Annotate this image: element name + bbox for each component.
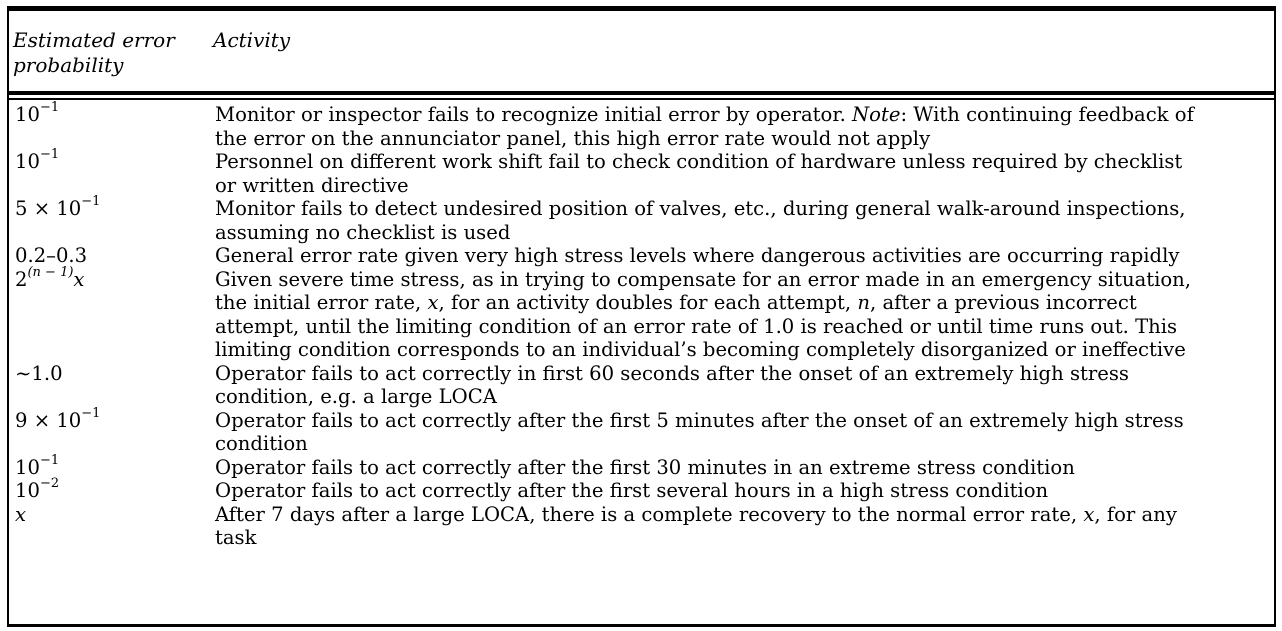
probability-cell: $5 \times 10^{-1}$: [15, 194, 101, 220]
table-row: [15, 244, 1268, 268]
probability-cell: x: [15, 502, 27, 526]
activity-cell: Operator fails to act correctly after the first 5 minutes after the onset of an extremely high stress condition: [215, 408, 1184, 455]
header-probability: [13, 28, 203, 78]
header-rule-thin: [7, 98, 1276, 100]
probability-cell: $9 \times 10^{-1}$: [15, 405, 101, 432]
probability-cell: $10^{-1}$: [15, 100, 60, 126]
probability-cell: $2^{(n - 1)}x$: [15, 264, 85, 291]
probability-cell: 0.2–0.3: [15, 244, 88, 267]
table-row: [15, 362, 1268, 409]
header-probability-line1: Estimated error: [13, 28, 175, 52]
header-activity: Activity: [213, 28, 291, 52]
table-row: [15, 476, 1268, 503]
table-row: [15, 194, 1268, 244]
activity-cell: Given severe time stress, as in trying to compensate for an error made in an emergency situation, the initial error rate, x, for an activity doubles for each attempt, n, after a previous incorrect attempt, until the limiting condition of an error rate of 1.0 is reached or until time runs out. This limiting condition corresponds to an individual’s becoming completely disorganized or ineffective: [215, 267, 1192, 361]
table-header: [13, 28, 1268, 88]
bottom-rule: [7, 624, 1276, 627]
probability-cell: ∼1.0: [15, 361, 63, 385]
header-rule-thick: [7, 91, 1276, 95]
table-row: [15, 100, 1268, 150]
activity-cell: Operator fails to act correctly after the first 30 minutes in an extreme stress condition: [215, 455, 1075, 479]
activity-cell: Monitor or inspector fails to recognize initial error by operator. Note: With continuing feedback of the error on the annunciator panel, this high error rate would not apply: [215, 103, 1194, 150]
table-row: [15, 503, 1268, 550]
activity-cell: General error rate given very high stress levels where dangerous activities are occurring rapidly: [215, 244, 1180, 267]
header-probability-line2: probability: [13, 53, 124, 77]
activity-cell: Operator fails to act correctly after the first several hours in a high stress condition: [215, 479, 1049, 502]
activity-cell: After 7 days after a large LOCA, there is a complete recovery to the normal error rate, x, for any task: [215, 502, 1177, 549]
error-probability-table: [7, 6, 1276, 627]
table-row: [15, 147, 1268, 197]
table-row: [15, 405, 1268, 456]
probability-cell: $10^{-1}$: [15, 452, 60, 479]
table-row: [15, 264, 1268, 362]
activity-cell: Monitor fails to detect undesired position of valves, etc., during general walk-around inspections, assuming no checklist is used: [215, 197, 1186, 244]
probability-cell: $10^{-1}$: [15, 147, 60, 173]
probability-cell: $10^{-2}$: [15, 476, 60, 502]
table-body: [15, 100, 1268, 550]
activity-cell: Operator fails to act correctly in first 60 seconds after the onset of an extremely high stress condition, e.g. a large LOCA: [215, 361, 1129, 408]
activity-cell: Personnel on different work shift fail to check condition of hardware unless required by checklist or written directive: [215, 150, 1183, 197]
table-row: [15, 452, 1268, 480]
top-rule: [7, 6, 1276, 11]
